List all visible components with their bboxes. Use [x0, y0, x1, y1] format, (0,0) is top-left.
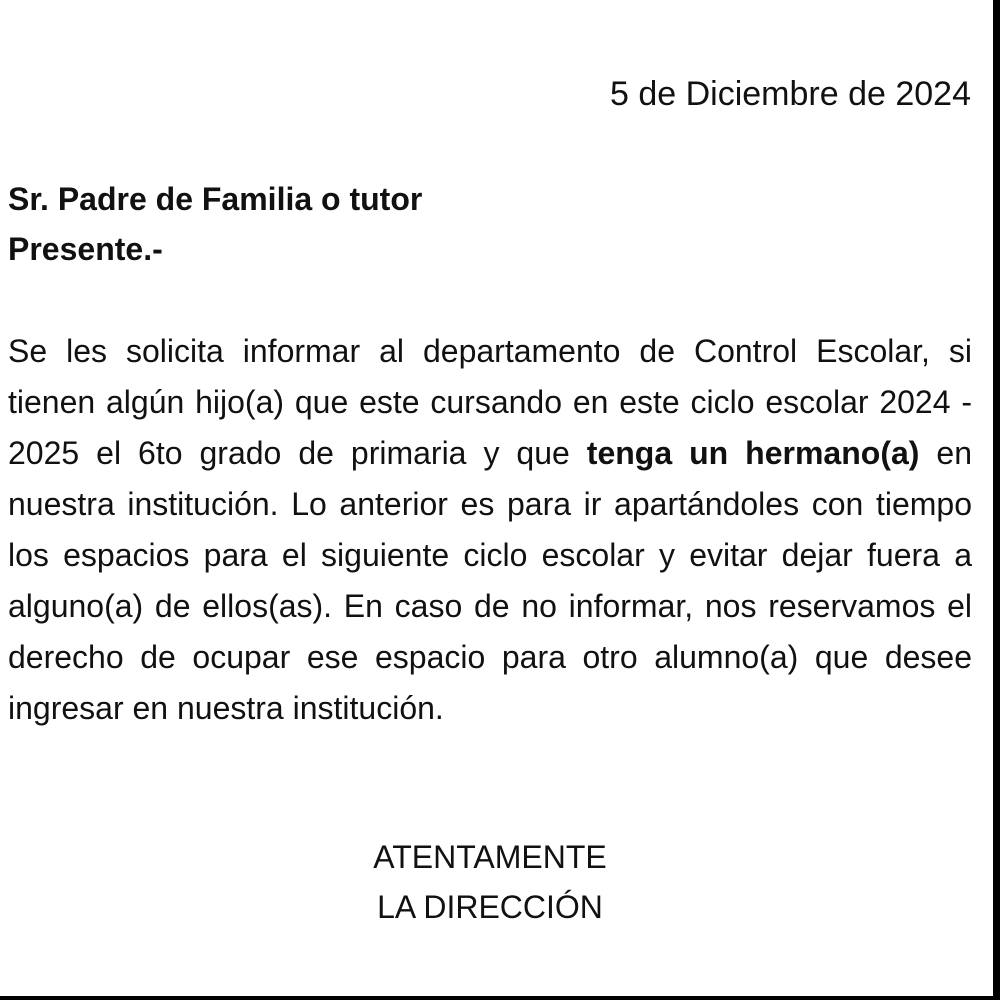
body-text-emphasis: tenga un hermano(a): [586, 435, 920, 471]
salutation: [8, 174, 422, 274]
letter-body: [8, 326, 972, 734]
letter-date: 5 de Diciembre de 2024: [609, 75, 971, 113]
closing-atentamente: ATENTAMENTE: [373, 839, 607, 875]
salutation-presente: Presente.-: [8, 231, 163, 267]
body-text-part2: en nuestra institución. Lo anterior es para ir apartándoles con tiempo los espacios para el siguiente ciclo escolar y evitar dejar fuera a alguno(a) de ellos(as). En caso de no informar, nos reservamos el derecho de ocupar ese espacio para otro alumno(a) que desee ingresar en nuestra institución.: [8, 435, 973, 726]
body-text-part1: Se les solicita informar al departamento de Control Escolar, si tienen algún hijo(a) que este cursando en este ciclo escolar 2024 - 2025 el 6to grado de primaria y que: [8, 333, 972, 471]
closing-signature: LA DIRECCIÓN: [377, 889, 603, 925]
letter-closing: [0, 832, 980, 932]
salutation-addressee: Sr. Padre de Familia o tutor: [8, 181, 423, 217]
